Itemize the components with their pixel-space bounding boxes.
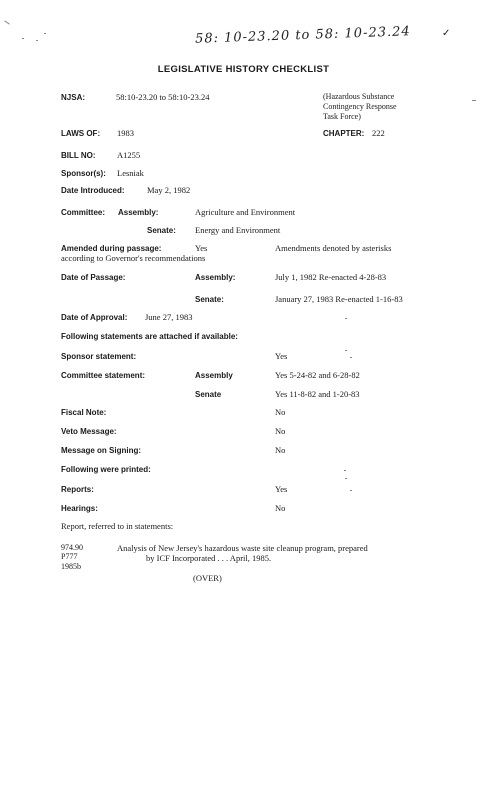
date-of-passage-label: Date of Passage: <box>61 273 126 282</box>
call-number-line-2: P777 <box>61 552 78 561</box>
sponsor-statement-value: Yes <box>275 351 288 361</box>
reports-value: Yes <box>275 484 288 494</box>
amended-label: Amended during passage: <box>61 244 162 253</box>
hearings-label: Hearings: <box>61 504 98 513</box>
fiscal-note-value: No <box>275 407 286 417</box>
njsa-subject-line-1: (Hazardous Substance <box>323 92 395 101</box>
report-title-line-1: Analysis of New Jersey's hazardous waste site cleanup program, prepared <box>117 543 368 553</box>
fiscal-note-label: Fiscal Note: <box>61 408 107 417</box>
reports-label: Reports: <box>61 485 94 494</box>
scan-mark <box>345 350 347 351</box>
hearings-value: No <box>275 503 286 513</box>
passage-senate-label: Senate: <box>195 295 224 304</box>
committee-senate-value: Energy and Environment <box>195 225 281 235</box>
committee-statement-senate-value: Yes 11-8-82 and 1-20-83 <box>275 389 360 399</box>
report-title-line-2: by ICF Incorporated . . . April, 1985. <box>146 553 272 563</box>
njsa-label: NJSA: <box>61 93 86 102</box>
sponsors-value: Lesniak <box>117 168 144 178</box>
amended-value: Yes <box>195 243 208 253</box>
check-mark-icon: ✓ <box>442 28 451 39</box>
scan-mark <box>22 38 24 39</box>
over-note: (OVER) <box>193 573 222 583</box>
scan-mark <box>44 33 46 34</box>
report-referred-heading: Report, referred to in statements: <box>61 521 174 531</box>
page-title: LEGISLATIVE HISTORY CHECKLIST <box>157 64 330 75</box>
bill-no-value: A1255 <box>117 150 141 160</box>
printed-heading: Following were printed: <box>61 465 151 474</box>
chapter-label: CHAPTER: <box>323 129 365 138</box>
committee-statement-label: Committee statement: <box>61 371 146 380</box>
njsa-subject-line-2: Contingency Response <box>323 102 397 111</box>
scan-mark <box>350 357 352 358</box>
committee-statement-assembly-label: Assembly <box>195 371 233 380</box>
sponsor-statement-label: Sponsor statement: <box>61 352 137 361</box>
handwritten-note: 58: 10-23.20 to 58: 10-23.24 <box>194 24 411 47</box>
scan-mark <box>344 470 346 471</box>
passage-senate-value: January 27, 1983 Re-enacted 1-16-83 <box>275 294 403 304</box>
amended-subnote: according to Governor's recommendations <box>61 253 206 263</box>
call-number-line-3: 1985b <box>61 562 81 571</box>
scan-mark <box>472 100 476 101</box>
laws-of-value: 1983 <box>117 128 134 138</box>
laws-of-label: LAWS OF: <box>61 129 101 138</box>
committee-senate-label: Senate: <box>147 226 176 235</box>
date-of-approval-value: June 27, 1983 <box>145 312 193 322</box>
committee-statement-assembly-value: Yes 5-24-82 and 6-28-82 <box>275 370 360 380</box>
amended-note: Amendments denoted by asterisks <box>275 243 392 253</box>
scan-mark <box>345 478 347 479</box>
njsa-value: 58:10-23.20 to 58:10-23.24 <box>116 92 210 102</box>
scan-mark <box>36 40 38 41</box>
date-introduced-label: Date Introduced: <box>61 186 125 195</box>
chapter-value: 222 <box>372 128 385 138</box>
veto-message-value: No <box>275 426 286 436</box>
statements-heading: Following statements are attached if available: <box>61 332 238 341</box>
veto-message-label: Veto Message: <box>61 427 117 436</box>
njsa-subject-line-3: Task Force) <box>323 112 361 121</box>
committee-assembly-label: Assembly: <box>118 208 159 217</box>
passage-assembly-label: Assembly: <box>195 273 236 282</box>
message-on-signing-value: No <box>275 445 286 455</box>
committee-label: Committee: <box>61 208 106 217</box>
committee-assembly-value: Agriculture and Environment <box>195 207 296 217</box>
scan-mark <box>345 318 347 319</box>
passage-assembly-value: July 1, 1982 Re-enacted 4-28-83 <box>275 272 387 282</box>
call-number-line-1: 974.90 <box>61 543 83 552</box>
scan-mark <box>4 20 9 24</box>
committee-statement-senate-label: Senate <box>195 390 222 399</box>
bill-no-label: BILL NO: <box>61 151 96 160</box>
message-on-signing-label: Message on Signing: <box>61 446 142 455</box>
date-introduced-value: May 2, 1982 <box>147 185 191 195</box>
sponsors-label: Sponsor(s): <box>61 169 106 178</box>
scan-mark <box>350 490 352 491</box>
date-of-approval-label: Date of Approval: <box>61 313 128 322</box>
